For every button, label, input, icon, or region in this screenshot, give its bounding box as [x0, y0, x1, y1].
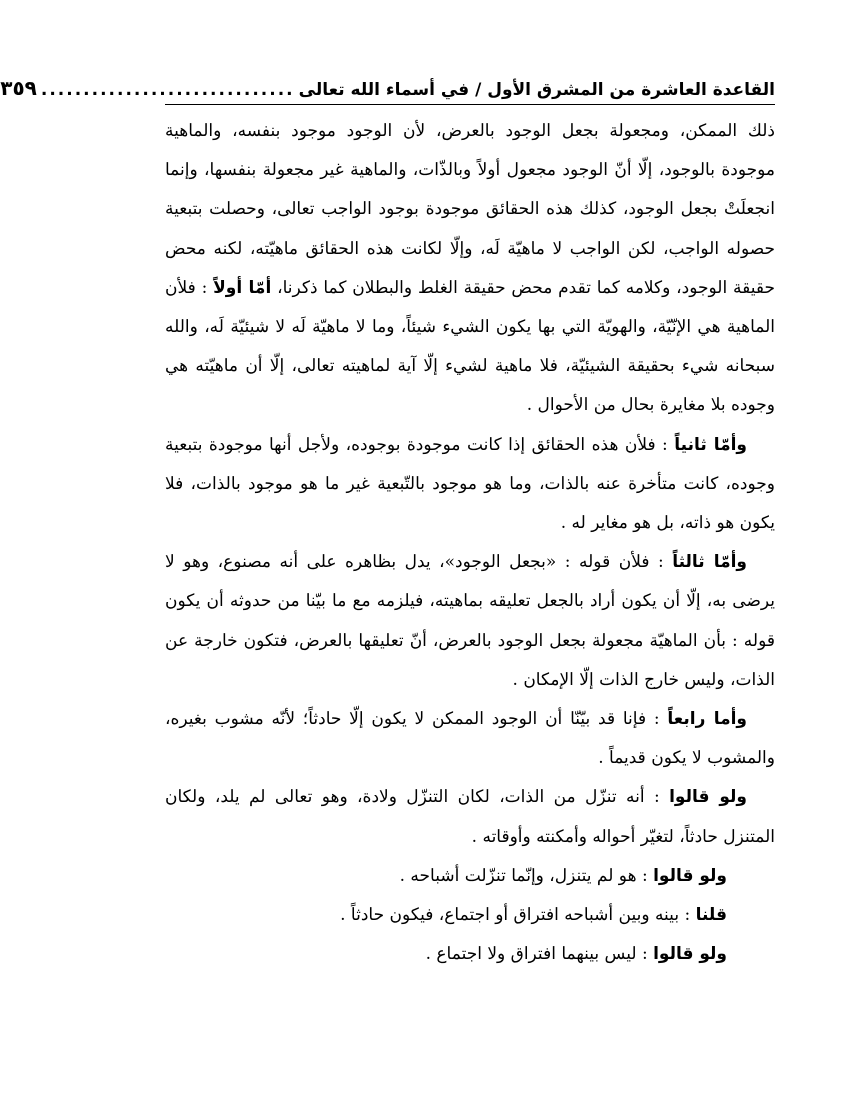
paragraph-1-lead-first: أمّا أولاً: [213, 277, 272, 298]
header-title: القاعدة العاشرة من المشرق الأول / في أسماء الله تعالى: [298, 80, 775, 100]
paragraph-7-lead: قلنا: [695, 905, 727, 926]
body-text: [165, 112, 775, 974]
paragraph-6-lead: ولو قالوا: [653, 865, 727, 886]
paragraph-3-text: : فلأن قوله : «بجعل الوجود»، يدل بظاهره على أنه مصنوع، وهو لا يرضى به، إلّا أن يكون أراد بالجعل تعليقه بماهيته، فيلزمه مع ما بيّنا من حدوثه أن يكون قوله : بأن الماهيّة مجعولة بجعل الوجود بالعرض، أنّ تعليقها بالعرض، فتكون خارجة عن الذات، وليس خارج الذات إلّا الإمكان .: [165, 552, 775, 690]
paragraph-8-lead: ولو قالوا: [653, 944, 727, 965]
paragraph-5-text: : أنه تنزّل من الذات، لكان التنزّل ولادة، وهو تعالى لم يلد، ولكان المتنزل حادثاً، لتغيّر أحواله وأمكنته وأوقاته .: [165, 787, 775, 847]
paragraph-4: [165, 700, 775, 778]
running-header: [0, 66, 775, 105]
paragraph-7-text: : بينه وبين أشباحه افتراق أو اجتماع، فيكون حادثاً .: [340, 905, 696, 926]
paragraph-5: [165, 778, 775, 856]
paragraph-4-lead: وأما رابعاً: [667, 709, 747, 730]
paragraph-3-lead: وأمّا ثالثاً: [672, 552, 747, 573]
paragraph-6-text: : هو لم يتنزل، وإنّما تنزّلت أشباحه .: [399, 865, 654, 886]
paragraph-2-lead: وأمّا ثانياً: [674, 434, 747, 455]
paragraph-2: [165, 426, 775, 544]
paragraph-1-text-continued: : فلأن الماهية هي الإنّيّة، والهويّة التي بها يكون الشيء شيئاً، وما لا ماهيّة لَه لا شيئيّة لَه، والله سبحانه شيء بحقيقة الشيئيّة، فلا ماهية لشيء إلّا آية لماهيته تعالى، إلّا أن ماهيّته هي وجوده بلا مغايرة بحال من الأحوال .: [165, 277, 775, 416]
page-number: ٣٥٩: [0, 76, 37, 100]
paragraph-3: [165, 543, 775, 700]
paragraph-5-lead: ولو قالوا: [669, 787, 748, 808]
paragraph-8-text: : ليس بينهما افتراق ولا اجتماع .: [425, 944, 654, 965]
paragraph-1: [165, 112, 775, 426]
paragraph-4-text: : فإنا قد بيّنّا أن الوجود الممكن لا يكون إلّا حادثاً؛ لأنّه مشوب بغيره، والمشوب لا يكون قديماً .: [165, 709, 775, 769]
paragraph-1-text: ذلك الممكن، ومجعولة بجعل الوجود بالعرض، لأن الوجود موجود بنفسه، والماهية موجودة بالوجود، إلّا أنّ الوجود مجعول أولاً وبالذّات، والماهية غير مجعولة بنفسها، وإنما انجعلَتْ بجعل الوجود، كذلك هذه الحقائق موجودة بوجود الواجب تعالى، وحصلت بتبعية حصوله الواجب، لكن الواجب لا ماهيّة لَه، وإلّا لكانت هذه الحقائق ماهيّته، لكنه محض حقيقة الوجود، وكلامه كما تقدم محض حقيقة الغلط والبطلان كما ذكرنا،: [165, 121, 775, 298]
paragraph-7: [165, 896, 775, 935]
header-dot-leader: ..............................: [40, 80, 295, 100]
paragraph-2-text: : فلأن هذه الحقائق إذا كانت موجودة بوجوده، ولأجل أنها موجودة بتبعية وجوده، كانت متأخرة عنه بالذات، وما هو موجود بالتّبعية غير ما هو موجود بالذات، فلا يكون هو ذاته، بل هو مغاير له .: [165, 434, 775, 534]
paragraph-6: [165, 857, 775, 896]
paragraph-8: [165, 935, 775, 974]
